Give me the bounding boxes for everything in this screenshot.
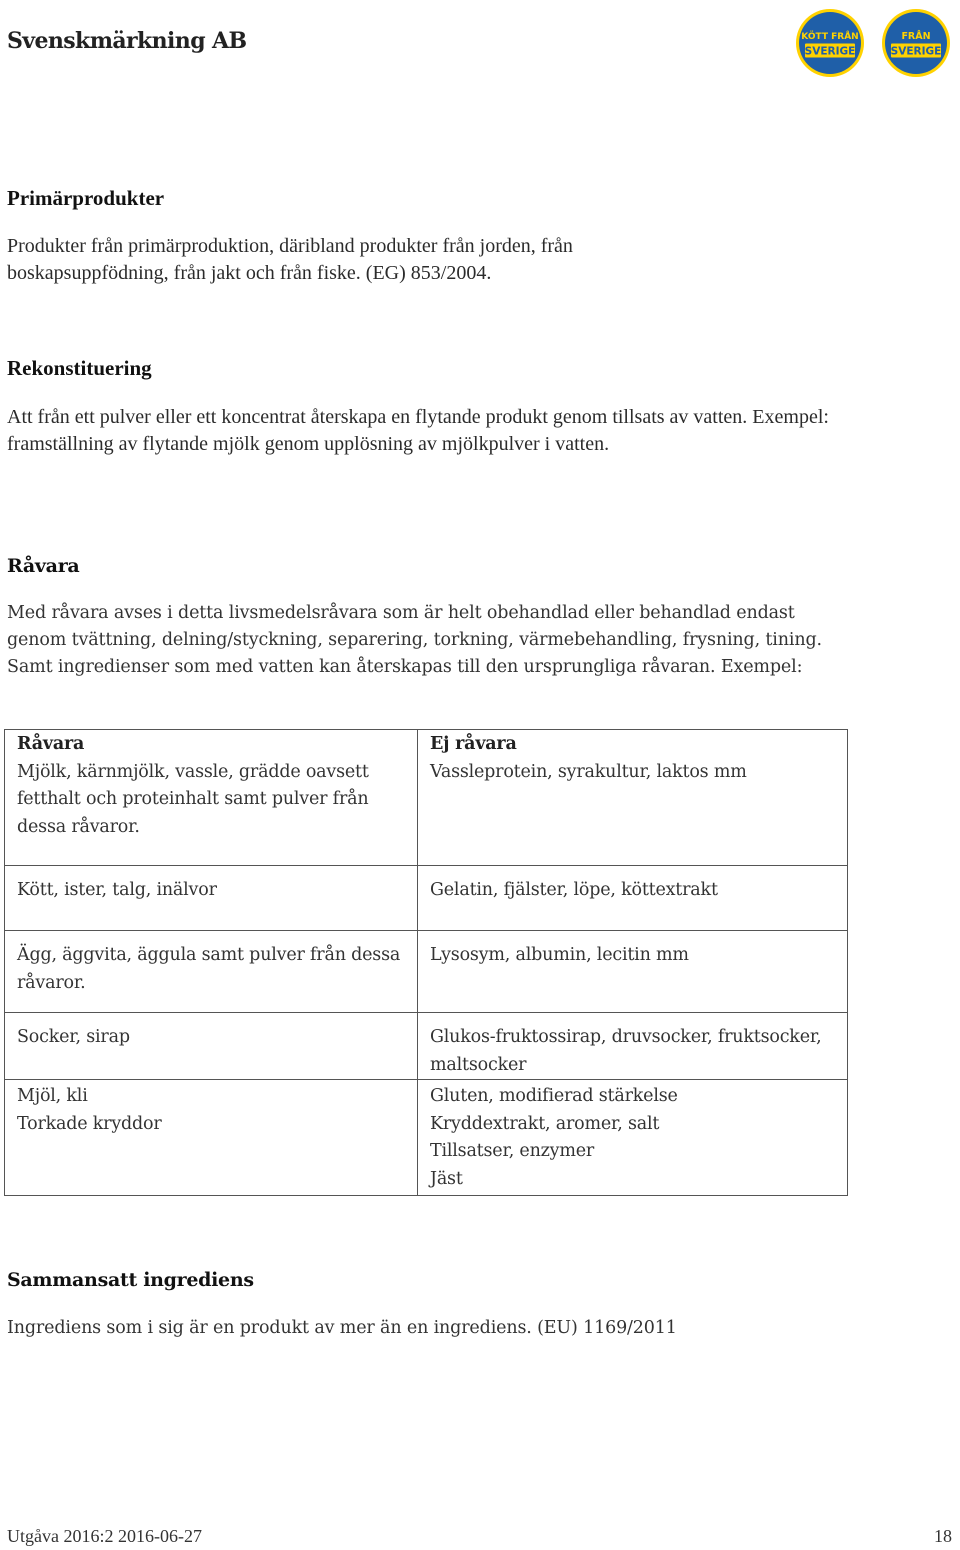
text-ravara: Med råvara avses i detta livsmedelsråvara som är helt obehandlad eller behandlad endast genom tvättning, delning/styckning, separering, torkning, värmebehandling, frysning, tining. Samt ingredienser som med vatten kan återskapas till den ursprungliga råvaran. Exempel: (7, 603, 822, 678)
heading-rekonstituering: Rekonstituering (7, 356, 152, 380)
logo-1-line1: KÖTT FRÅN (801, 32, 859, 42)
table-row (5, 866, 848, 931)
ravara-comparison-table (4, 729, 848, 1196)
table-header-ravara: Råvara (17, 734, 85, 754)
table-cell-text: Kött, ister, talg, inälvor (17, 880, 217, 900)
text-sammansatt-ingrediens: Ingrediens som i sig är en produkt av mer än en ingrediens. (EU) 1169/2011 (7, 1318, 677, 1338)
table-cell-text: Mjöl, kli (17, 1086, 88, 1106)
table-row (5, 1080, 848, 1196)
table-cell-text: Glukos-fruktossirap, druvsocker, fruktsocker, maltsocker (430, 1027, 822, 1075)
logo-2-line1: FRÅN (901, 31, 931, 42)
table-cell-text: Socker, sirap (17, 1027, 130, 1047)
table-cell-text: Torkade kryddor (17, 1113, 162, 1134)
footer-edition: Utgåva 2016:2 2016-06-27 (7, 1526, 202, 1546)
logo-2-line2: SVERIGE (890, 45, 942, 58)
table-row (5, 931, 848, 1013)
table-cell-ravara (5, 730, 418, 866)
table-cell-text: Jäst (430, 1168, 463, 1189)
logo-1-line2: SVERIGE (804, 45, 856, 58)
table-cell-text: Mjölk, kärnmjölk, vassle, grädde oavsett fetthalt och proteinhalt samt pulver från dessa råvaror. (17, 761, 369, 837)
heading-primarprodukter: Primärprodukter (7, 186, 165, 210)
fran-sverige-logo-graphic (881, 8, 951, 78)
table-cell-ravara (5, 866, 418, 931)
heading-ravara: Råvara (7, 555, 80, 577)
text-primarprodukter: Produkter från primärproduktion, däribland produkter från jorden, från boskapsuppfödning, från jakt och från fiske. (EG) 853/2004. (7, 235, 573, 284)
page-number: 18 (934, 1526, 952, 1546)
table-cell-text: Gelatin, fjälster, löpe, köttextrakt (430, 880, 718, 900)
table-cell-text: Vassleprotein, syrakultur, laktos mm (430, 761, 747, 782)
kott-fran-sverige-logo (795, 8, 865, 78)
table-cell-text: Gluten, modifierad stärkelse (430, 1086, 678, 1106)
table-header-ej-ravara: Ej råvara (430, 734, 517, 754)
fran-sverige-logo (881, 8, 951, 78)
kott-fran-sverige-logo-graphic (795, 8, 865, 78)
table-cell-ravara (5, 1013, 418, 1080)
table-row (5, 730, 848, 866)
table-cell-ej-ravara (418, 931, 848, 1013)
table-cell-ej-ravara (418, 1080, 848, 1196)
table-cell-text: Ägg, äggvita, äggula samt pulver från dessa råvaror. (17, 945, 401, 993)
brand-name: Svenskmärkning AB (7, 28, 247, 54)
table-cell-text: Lysosym, albumin, lecitin mm (430, 945, 689, 965)
text-rekonstituering: Att från ett pulver eller ett koncentrat återskapa en flytande produkt genom tillsats av vatten. Exempel: framställning av flytande mjölk genom upplösning av mjölkpulver i vatten. (7, 406, 829, 455)
table-cell-ej-ravara (418, 866, 848, 931)
table-cell-text: Tillsatser, enzymer (430, 1141, 595, 1161)
table-cell-ravara (5, 931, 418, 1013)
table-row (5, 1013, 848, 1080)
table-cell-text: Kryddextrakt, aromer, salt (430, 1113, 660, 1134)
table-cell-ej-ravara (418, 730, 848, 866)
heading-sammansatt-ingrediens: Sammansatt ingrediens (7, 1269, 254, 1291)
table-cell-ej-ravara (418, 1013, 848, 1080)
table-cell-ravara (5, 1080, 418, 1196)
